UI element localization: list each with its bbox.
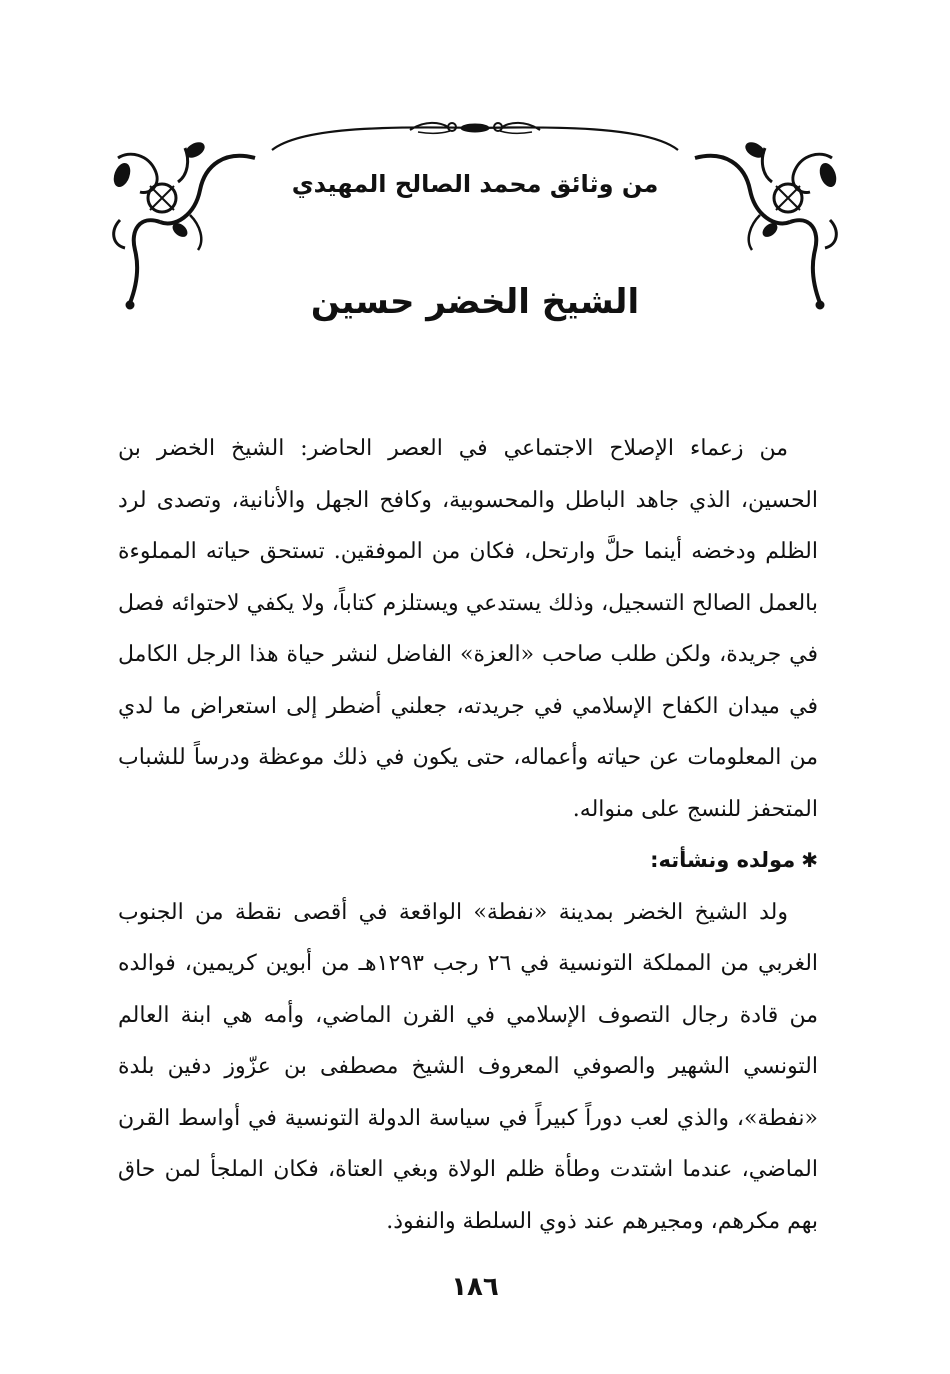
- asterisk-icon: ✱: [801, 848, 818, 872]
- section-heading: [118, 835, 818, 887]
- birth-paragraph: ولد الشيخ الخضر بمدينة «نفطة» الواقعة في أقصى نقطة من الجنوب الغربي من المملكة التونسية في ٢٦ رجب ١٢٩٣هـ من أبوين كريمين، فوالده من قادة رجال التصوف الإسلامي في القرن الماضي، وأمه هي ابنة العالم التونسي الشهير والصوفي المعروف الشيخ مصطفى بن عزّوز دفين بلدة «نفطة»، والذي لعب دوراً كبيراً في سياسة الدولة التونسية في أواسط القرن الماضي، عندما اشتدت وطأة ظلم الولاة وبغي العتاة، فكان الملجأ لمن حاق بهم مكرهم، ومجيرهم عند ذوي السلطة والنفوذ.: [118, 899, 819, 1234]
- article-body: [118, 423, 818, 1247]
- page-number: ١٨٦: [451, 1272, 499, 1302]
- series-title: من وثائق محمد الصالح المهيدي: [291, 170, 659, 198]
- intro-paragraph: من زعماء الإصلاح الاجتماعي في العصر الحاضر: الشيخ الخضر بن الحسين، الذي جاهد الباطل والمحسوبية، وكافح الجهل والأنانية، وتصدى لرد الظلم ودخضه أينما حلَّ وارتحل، فكان من الموفقين. تستحق حياته المملوءة بالعمل الصالح التسجيل، وذلك يستدعي ويستلزم كتاباً، ولا يكفي لاحتوائه فصل في جريدة، ولكن طلب صاحب «العزة» الفاضل لنشر حياة هذا الرجل الكامل في ميدان الكفاح الإسلامي في جريدته، جعلني أضطر إلى استعراض ما لدي من المعلومات عن حياته وأعماله، حتى يكون في ذلك موعظة ودرساً للشباب المتحفز للنسج على منواله.: [118, 436, 818, 822]
- section-heading-text: مولده ونشأته:: [650, 848, 796, 872]
- header-ornament: [0, 0, 950, 320]
- article-title: الشيخ الخضر حسين: [310, 282, 640, 322]
